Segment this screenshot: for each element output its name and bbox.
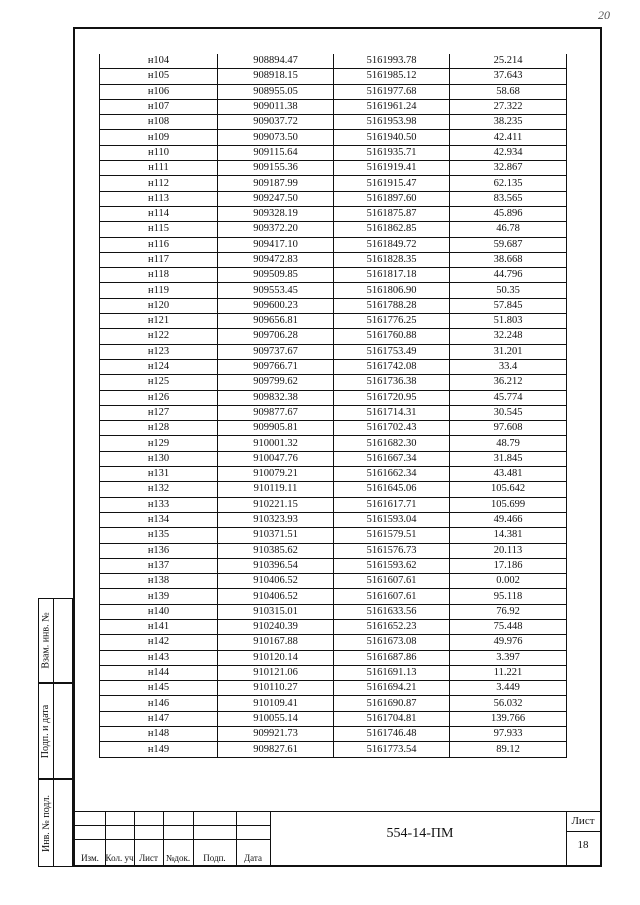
y-coordinate-cell: 5161593.04 [334,512,450,527]
distance-cell: 37.643 [450,69,567,84]
table-row [100,742,567,757]
distance-cell: 33.4 [450,359,567,374]
table-row [100,619,567,634]
side-label-podp: Подп. и дата [40,704,52,758]
distance-cell: 3.449 [450,681,567,696]
table-row [100,604,567,619]
y-coordinate-cell: 5161682.30 [334,436,450,451]
table-row [100,543,567,558]
y-coordinate-cell: 5161875.87 [334,206,450,221]
y-coordinate-cell: 5161579.51 [334,528,450,543]
label-data: Дата [244,853,262,863]
point-id-cell: н131 [100,467,218,482]
point-id-cell: н117 [100,252,218,267]
point-id-cell: н129 [100,436,218,451]
distance-cell: 31.201 [450,344,567,359]
y-coordinate-cell: 5161617.71 [334,497,450,512]
distance-cell: 51.803 [450,314,567,329]
distance-cell: 20.113 [450,543,567,558]
table-row [100,283,567,298]
table-row [100,206,567,221]
point-id-cell: н125 [100,375,218,390]
distance-cell: 38.668 [450,252,567,267]
y-coordinate-cell: 5161576.73 [334,543,450,558]
y-coordinate-cell: 5161714.31 [334,405,450,420]
y-coordinate-cell: 5161985.12 [334,69,450,84]
table-row [100,145,567,160]
x-coordinate-cell: 909832.38 [218,390,334,405]
table-row [100,528,567,543]
y-coordinate-cell: 5161776.25 [334,314,450,329]
distance-cell: 48.79 [450,436,567,451]
x-coordinate-cell: 910001.32 [218,436,334,451]
x-coordinate-cell: 909600.23 [218,298,334,313]
distance-cell: 49.466 [450,512,567,527]
x-coordinate-cell: 910406.52 [218,589,334,604]
side-label-vzam: Взам. инв. № [40,612,52,669]
x-coordinate-cell: 910110.27 [218,681,334,696]
point-id-cell: н136 [100,543,218,558]
x-coordinate-cell: 910055.14 [218,711,334,726]
y-coordinate-cell: 5161849.72 [334,237,450,252]
table-row [100,298,567,313]
point-id-cell: н126 [100,390,218,405]
distance-cell: 44.796 [450,268,567,283]
x-coordinate-cell: 910323.93 [218,512,334,527]
x-coordinate-cell: 910240.39 [218,619,334,634]
point-id-cell: н112 [100,176,218,191]
distance-cell: 27.322 [450,99,567,114]
table-row [100,711,567,726]
table-row [100,252,567,267]
distance-cell: 56.032 [450,696,567,711]
table-row [100,115,567,130]
y-coordinate-cell: 5161607.61 [334,589,450,604]
label-podp: Подп. [203,853,226,863]
point-id-cell: н110 [100,145,218,160]
x-coordinate-cell: 910371.51 [218,528,334,543]
x-coordinate-cell: 909247.50 [218,191,334,206]
point-id-cell: н118 [100,268,218,283]
point-id-cell: н135 [100,528,218,543]
x-coordinate-cell: 909799.62 [218,375,334,390]
y-coordinate-cell: 5161667.34 [334,451,450,466]
sheet-header: Лист [571,815,595,827]
y-coordinate-cell: 5161742.08 [334,359,450,374]
distance-cell: 83.565 [450,191,567,206]
x-coordinate-cell: 910385.62 [218,543,334,558]
table-row [100,497,567,512]
y-coordinate-cell: 5161773.54 [334,742,450,757]
y-coordinate-cell: 5161915.47 [334,176,450,191]
distance-cell: 17.186 [450,558,567,573]
x-coordinate-cell: 910121.06 [218,665,334,680]
point-id-cell: н137 [100,558,218,573]
table-row [100,421,567,436]
label-ndok: №док. [165,853,191,863]
point-id-cell: н132 [100,482,218,497]
distance-cell: 38.235 [450,115,567,130]
point-id-cell: н130 [100,451,218,466]
title-block [75,811,600,866]
y-coordinate-cell: 5161736.38 [334,375,450,390]
y-coordinate-cell: 5161935.71 [334,145,450,160]
table-row [100,436,567,451]
x-coordinate-cell: 909372.20 [218,222,334,237]
y-coordinate-cell: 5161788.28 [334,298,450,313]
side-cell-vzam-value [54,598,73,683]
side-stamp [38,598,73,867]
x-coordinate-cell: 909073.50 [218,130,334,145]
y-coordinate-cell: 5161817.18 [334,268,450,283]
x-coordinate-cell: 910120.14 [218,650,334,665]
distance-cell: 75.448 [450,619,567,634]
x-coordinate-cell: 909037.72 [218,115,334,130]
y-coordinate-cell: 5161828.35 [334,252,450,267]
side-cell-inv-value [54,779,73,867]
x-coordinate-cell: 910119.11 [218,482,334,497]
y-coordinate-cell: 5161720.95 [334,390,450,405]
coordinates-table-body [100,54,567,757]
y-coordinate-cell: 5161897.60 [334,191,450,206]
y-coordinate-cell: 5161940.50 [334,130,450,145]
x-coordinate-cell: 910315.01 [218,604,334,619]
point-id-cell: н141 [100,619,218,634]
table-row [100,69,567,84]
label-izm: Изм. [81,853,99,863]
y-coordinate-cell: 5161760.88 [334,329,450,344]
distance-cell: 36.212 [450,375,567,390]
point-id-cell: н133 [100,497,218,512]
distance-cell: 62.135 [450,176,567,191]
table-row [100,375,567,390]
point-id-cell: н143 [100,650,218,665]
x-coordinate-cell: 909417.10 [218,237,334,252]
distance-cell: 30.545 [450,405,567,420]
point-id-cell: н145 [100,681,218,696]
table-row [100,359,567,374]
y-coordinate-cell: 5161704.81 [334,711,450,726]
x-coordinate-cell: 910047.76 [218,451,334,466]
distance-cell: 3.397 [450,650,567,665]
x-coordinate-cell: 909905.81 [218,421,334,436]
distance-cell: 76.92 [450,604,567,619]
y-coordinate-cell: 5161691.13 [334,665,450,680]
table-row [100,161,567,176]
distance-cell: 59.687 [450,237,567,252]
x-coordinate-cell: 910109.41 [218,696,334,711]
table-row [100,650,567,665]
distance-cell: 58.68 [450,84,567,99]
point-id-cell: н123 [100,344,218,359]
x-coordinate-cell: 909328.19 [218,206,334,221]
y-coordinate-cell: 5161633.56 [334,604,450,619]
y-coordinate-cell: 5161753.49 [334,344,450,359]
distance-cell: 32.248 [450,329,567,344]
table-row [100,635,567,650]
x-coordinate-cell: 909155.36 [218,161,334,176]
point-id-cell: н119 [100,283,218,298]
y-coordinate-cell: 5161919.41 [334,161,450,176]
table-row [100,314,567,329]
coordinates-table [99,54,567,758]
point-id-cell: н146 [100,696,218,711]
point-id-cell: н113 [100,191,218,206]
table-row [100,268,567,283]
point-id-cell: н147 [100,711,218,726]
distance-cell: 32.867 [450,161,567,176]
label-kol-uch: Кол. уч [105,853,134,863]
y-coordinate-cell: 5161607.61 [334,574,450,589]
document-code: 554-14-ПМ [386,826,454,841]
point-id-cell: н107 [100,99,218,114]
point-id-cell: н104 [100,54,218,69]
table-row [100,589,567,604]
x-coordinate-cell: 910396.54 [218,558,334,573]
point-id-cell: н111 [100,161,218,176]
x-coordinate-cell: 909706.28 [218,329,334,344]
table-row [100,482,567,497]
x-coordinate-cell: 909877.67 [218,405,334,420]
y-coordinate-cell: 5161690.87 [334,696,450,711]
x-coordinate-cell: 910221.15 [218,497,334,512]
table-row [100,574,567,589]
point-id-cell: н115 [100,222,218,237]
table-row [100,99,567,114]
table-row [100,176,567,191]
distance-cell: 45.896 [450,206,567,221]
point-id-cell: н144 [100,665,218,680]
x-coordinate-cell: 909921.73 [218,727,334,742]
distance-cell: 105.642 [450,482,567,497]
point-id-cell: н105 [100,69,218,84]
sheet-number: 18 [577,839,589,851]
point-id-cell: н149 [100,742,218,757]
point-id-cell: н120 [100,298,218,313]
point-id-cell: н122 [100,329,218,344]
distance-cell: 97.933 [450,727,567,742]
distance-cell: 89.12 [450,742,567,757]
y-coordinate-cell: 5161862.85 [334,222,450,237]
distance-cell: 97.608 [450,421,567,436]
point-id-cell: н128 [100,421,218,436]
side-cell-podp-value [54,683,73,779]
table-row [100,390,567,405]
point-id-cell: н109 [100,130,218,145]
table-row [100,665,567,680]
point-id-cell: н124 [100,359,218,374]
y-coordinate-cell: 5161652.23 [334,619,450,634]
point-id-cell: н114 [100,206,218,221]
point-id-cell: н148 [100,727,218,742]
y-coordinate-cell: 5161694.21 [334,681,450,696]
table-row [100,681,567,696]
x-coordinate-cell: 908955.05 [218,84,334,99]
x-coordinate-cell: 909472.83 [218,252,334,267]
x-coordinate-cell: 909737.67 [218,344,334,359]
point-id-cell: н106 [100,84,218,99]
point-id-cell: н140 [100,604,218,619]
y-coordinate-cell: 5161593.62 [334,558,450,573]
x-coordinate-cell: 909827.61 [218,742,334,757]
table-row [100,451,567,466]
y-coordinate-cell: 5161746.48 [334,727,450,742]
distance-cell: 50.35 [450,283,567,298]
point-id-cell: н138 [100,574,218,589]
x-coordinate-cell: 909509.85 [218,268,334,283]
table-row [100,54,567,69]
y-coordinate-cell: 5161673.08 [334,635,450,650]
table-row [100,329,567,344]
y-coordinate-cell: 5161806.90 [334,283,450,298]
distance-cell: 42.411 [450,130,567,145]
point-id-cell: н139 [100,589,218,604]
table-row [100,130,567,145]
y-coordinate-cell: 5161977.68 [334,84,450,99]
x-coordinate-cell: 909115.64 [218,145,334,160]
label-list: Лист [139,853,158,863]
x-coordinate-cell: 909187.99 [218,176,334,191]
x-coordinate-cell: 908894.47 [218,54,334,69]
table-row [100,558,567,573]
distance-cell: 105.699 [450,497,567,512]
distance-cell: 11.221 [450,665,567,680]
distance-cell: 25.214 [450,54,567,69]
point-id-cell: н121 [100,314,218,329]
distance-cell: 14.381 [450,528,567,543]
side-label-inv: Инв. № подл. [40,794,52,852]
x-coordinate-cell: 908918.15 [218,69,334,84]
point-id-cell: н127 [100,405,218,420]
distance-cell: 31.845 [450,451,567,466]
y-coordinate-cell: 5161961.24 [334,99,450,114]
table-row [100,696,567,711]
distance-cell: 43.481 [450,467,567,482]
y-coordinate-cell: 5161993.78 [334,54,450,69]
y-coordinate-cell: 5161662.34 [334,467,450,482]
table-row [100,405,567,420]
table-row [100,222,567,237]
table-row [100,84,567,99]
point-id-cell: н142 [100,635,218,650]
x-coordinate-cell: 909656.81 [218,314,334,329]
x-coordinate-cell: 910406.52 [218,574,334,589]
distance-cell: 42.934 [450,145,567,160]
distance-cell: 139.766 [450,711,567,726]
table-row [100,344,567,359]
x-coordinate-cell: 909766.71 [218,359,334,374]
distance-cell: 57.845 [450,298,567,313]
point-id-cell: н108 [100,115,218,130]
x-coordinate-cell: 909553.45 [218,283,334,298]
distance-cell: 0.002 [450,574,567,589]
y-coordinate-cell: 5161953.98 [334,115,450,130]
x-coordinate-cell: 910167.88 [218,635,334,650]
table-row [100,727,567,742]
x-coordinate-cell: 910079.21 [218,467,334,482]
y-coordinate-cell: 5161687.86 [334,650,450,665]
distance-cell: 45.774 [450,390,567,405]
y-coordinate-cell: 5161702.43 [334,421,450,436]
point-id-cell: н116 [100,237,218,252]
distance-cell: 95.118 [450,589,567,604]
x-coordinate-cell: 909011.38 [218,99,334,114]
table-row [100,512,567,527]
table-row [100,237,567,252]
page-corner-number: 20 [598,8,610,22]
distance-cell: 46.78 [450,222,567,237]
y-coordinate-cell: 5161645.06 [334,482,450,497]
table-row [100,191,567,206]
table-row [100,467,567,482]
distance-cell: 49.976 [450,635,567,650]
point-id-cell: н134 [100,512,218,527]
